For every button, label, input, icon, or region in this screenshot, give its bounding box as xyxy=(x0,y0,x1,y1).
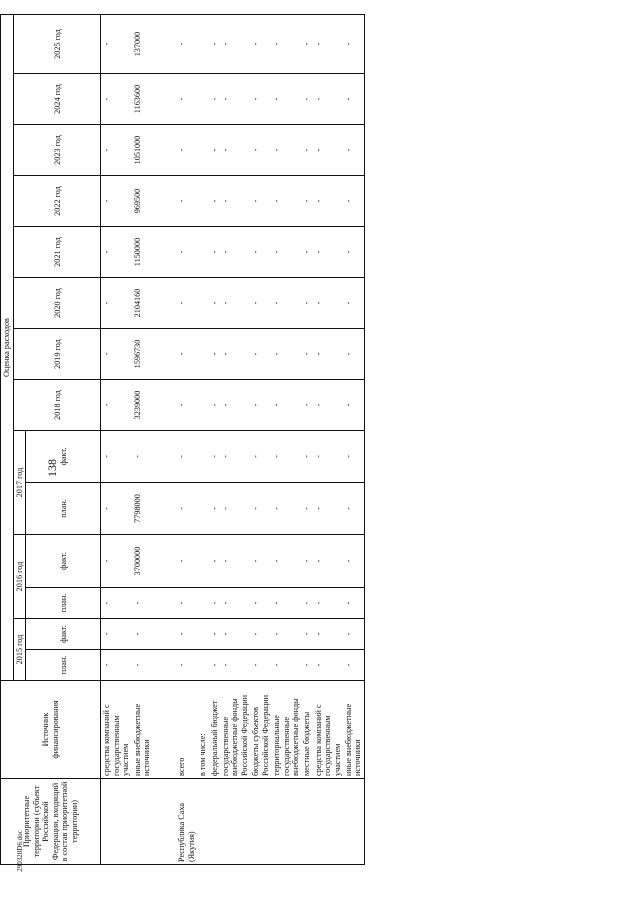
value-cell: - xyxy=(101,176,132,227)
value-cell xyxy=(152,431,176,483)
header-2021: 2021 год xyxy=(14,227,101,278)
value-cell xyxy=(152,176,176,227)
value-cell: - xyxy=(301,278,312,329)
table-row xyxy=(209,15,220,865)
source-cell: иные внебюджетные источники xyxy=(132,681,153,779)
value-cell: 1596730 xyxy=(132,329,153,380)
value-cell xyxy=(152,15,176,74)
source-cell: местные бюджеты xyxy=(301,681,312,779)
value-cell: - xyxy=(250,15,271,74)
value-cell xyxy=(197,431,208,483)
value-cell: - xyxy=(220,227,250,278)
value-cell xyxy=(152,483,176,535)
value-cell: - xyxy=(176,483,197,535)
value-cell xyxy=(152,380,176,431)
value-cell xyxy=(152,125,176,176)
value-cell xyxy=(152,619,176,650)
table-row xyxy=(250,15,271,865)
value-cell: - xyxy=(343,650,364,681)
territory-cell xyxy=(343,779,364,865)
value-cell: - xyxy=(313,619,343,650)
value-cell: - xyxy=(313,278,343,329)
source-cell: федеральный бюджет xyxy=(209,681,220,779)
value-cell: - xyxy=(101,535,132,588)
value-cell: - xyxy=(250,227,271,278)
value-cell: - xyxy=(176,278,197,329)
value-cell: - xyxy=(271,329,301,380)
value-cell: - xyxy=(313,15,343,74)
value-cell: - xyxy=(250,74,271,125)
table-row xyxy=(197,15,208,865)
value-cell: - xyxy=(132,431,153,483)
value-cell xyxy=(197,535,208,588)
value-cell: - xyxy=(176,380,197,431)
value-cell: - xyxy=(301,535,312,588)
value-cell: - xyxy=(209,619,220,650)
header-2015-plan: план. xyxy=(26,650,101,681)
territory-cell xyxy=(271,779,301,865)
value-cell: - xyxy=(301,431,312,483)
value-cell: - xyxy=(220,125,250,176)
table-row xyxy=(343,15,364,865)
value-cell: - xyxy=(250,588,271,619)
value-cell: - xyxy=(101,227,132,278)
value-cell: - xyxy=(271,535,301,588)
expenditure-table xyxy=(0,14,365,865)
value-cell: - xyxy=(209,483,220,535)
value-cell xyxy=(197,619,208,650)
value-cell: - xyxy=(271,619,301,650)
value-cell: - xyxy=(343,329,364,380)
value-cell xyxy=(197,483,208,535)
value-cell: - xyxy=(271,15,301,74)
value-cell: - xyxy=(101,380,132,431)
value-cell: 1150000 xyxy=(132,227,153,278)
territory-cell xyxy=(197,779,208,865)
value-cell: - xyxy=(343,619,364,650)
territory-cell xyxy=(220,779,250,865)
value-cell: - xyxy=(250,431,271,483)
value-cell xyxy=(197,278,208,329)
value-cell: - xyxy=(220,380,250,431)
value-cell: - xyxy=(176,535,197,588)
header-2018: 2018 год xyxy=(14,380,101,431)
table-row xyxy=(132,15,153,865)
value-cell xyxy=(197,74,208,125)
territory-cell xyxy=(209,779,220,865)
value-cell: - xyxy=(132,619,153,650)
value-cell xyxy=(152,278,176,329)
value-cell: - xyxy=(250,278,271,329)
table-row xyxy=(220,15,250,865)
value-cell: - xyxy=(271,278,301,329)
value-cell: - xyxy=(176,176,197,227)
value-cell: - xyxy=(209,535,220,588)
value-cell: - xyxy=(209,431,220,483)
value-cell: - xyxy=(250,380,271,431)
table-row xyxy=(152,15,176,865)
value-cell: - xyxy=(132,588,153,619)
value-cell: - xyxy=(343,380,364,431)
value-cell: - xyxy=(301,650,312,681)
value-cell: - xyxy=(343,483,364,535)
value-cell: - xyxy=(271,380,301,431)
value-cell: - xyxy=(209,588,220,619)
value-cell: - xyxy=(343,535,364,588)
value-cell: - xyxy=(209,380,220,431)
value-cell: - xyxy=(313,650,343,681)
value-cell: - xyxy=(176,588,197,619)
territory-cell xyxy=(152,779,176,865)
value-cell: - xyxy=(301,483,312,535)
value-cell: - xyxy=(209,650,220,681)
territory-cell xyxy=(132,779,153,865)
value-cell: - xyxy=(250,176,271,227)
value-cell: - xyxy=(301,74,312,125)
value-cell: - xyxy=(313,483,343,535)
header-2017-plan: план. xyxy=(26,483,101,535)
table-row xyxy=(101,15,132,865)
header-2024: 2024 год xyxy=(14,74,101,125)
header-2017-fact: факт. xyxy=(26,431,101,483)
value-cell: - xyxy=(250,483,271,535)
value-cell xyxy=(152,227,176,278)
value-cell: - xyxy=(209,329,220,380)
value-cell: - xyxy=(301,227,312,278)
value-cell: - xyxy=(209,278,220,329)
value-cell: 1163600 xyxy=(132,74,153,125)
value-cell: - xyxy=(176,329,197,380)
value-cell: - xyxy=(220,588,250,619)
value-cell xyxy=(152,650,176,681)
value-cell: - xyxy=(220,431,250,483)
value-cell xyxy=(197,329,208,380)
value-cell: - xyxy=(101,588,132,619)
value-cell: - xyxy=(209,74,220,125)
value-cell: - xyxy=(343,176,364,227)
table-row xyxy=(176,15,197,865)
value-cell: - xyxy=(209,176,220,227)
value-cell: - xyxy=(176,15,197,74)
value-cell: - xyxy=(301,329,312,380)
value-cell xyxy=(152,329,176,380)
header-2022: 2022 год xyxy=(14,176,101,227)
value-cell: - xyxy=(301,125,312,176)
value-cell: - xyxy=(220,176,250,227)
value-cell: - xyxy=(271,588,301,619)
value-cell xyxy=(197,588,208,619)
value-cell: - xyxy=(271,125,301,176)
value-cell: - xyxy=(271,176,301,227)
value-cell: - xyxy=(343,588,364,619)
value-cell: - xyxy=(313,431,343,483)
value-cell xyxy=(152,588,176,619)
value-cell: - xyxy=(313,588,343,619)
value-cell: - xyxy=(101,125,132,176)
source-cell xyxy=(152,681,176,779)
value-cell xyxy=(152,535,176,588)
territory-cell xyxy=(250,779,271,865)
value-cell xyxy=(197,176,208,227)
value-cell: - xyxy=(209,125,220,176)
value-cell xyxy=(197,380,208,431)
table-row xyxy=(271,15,301,865)
value-cell: - xyxy=(343,125,364,176)
value-cell: - xyxy=(343,15,364,74)
header-2016-plan: план. xyxy=(26,588,101,619)
header-2016: 2016 год xyxy=(14,535,26,619)
header-2019: 2019 год xyxy=(14,329,101,380)
value-cell: - xyxy=(271,650,301,681)
value-cell: - xyxy=(301,588,312,619)
header-2015: 2015 год xyxy=(14,619,26,681)
value-cell: - xyxy=(250,535,271,588)
value-cell: 137000 xyxy=(132,15,153,74)
source-cell: всего xyxy=(176,681,197,779)
source-cell: государственные внебюджетные фонды Российской Федерации xyxy=(220,681,250,779)
value-cell: - xyxy=(220,278,250,329)
source-cell: территориальные государственные внебюджетные фонды xyxy=(271,681,301,779)
value-cell: - xyxy=(301,619,312,650)
value-cell: - xyxy=(271,227,301,278)
value-cell: - xyxy=(176,74,197,125)
value-cell: 2104160 xyxy=(132,278,153,329)
value-cell: - xyxy=(176,650,197,681)
value-cell: - xyxy=(301,380,312,431)
header-estimate: Оценка расходов xyxy=(1,15,14,681)
header-territory: Приоритетные территории (субъект Российской Федерации, входящий в состав приоритетной территории) xyxy=(1,779,101,865)
value-cell xyxy=(197,650,208,681)
source-cell: бюджеты субъектов Российской Федерации xyxy=(250,681,271,779)
source-cell: средства компаний с государственным участием xyxy=(313,681,343,779)
value-cell: - xyxy=(313,380,343,431)
value-cell: - xyxy=(250,650,271,681)
value-cell: - xyxy=(250,125,271,176)
value-cell: - xyxy=(220,650,250,681)
value-cell: - xyxy=(176,227,197,278)
value-cell: 3239000 xyxy=(132,380,153,431)
value-cell xyxy=(152,74,176,125)
table-row xyxy=(313,15,343,865)
header-2020: 2020 год xyxy=(14,278,101,329)
rotated-table-area xyxy=(0,15,590,865)
value-cell: - xyxy=(250,329,271,380)
header-2017: 2017 год xyxy=(14,431,26,535)
value-cell: - xyxy=(313,176,343,227)
value-cell: - xyxy=(101,278,132,329)
value-cell: - xyxy=(176,125,197,176)
territory-cell: Республика Саха (Якутия) xyxy=(176,779,197,865)
source-cell: средства компаний с государственным участием xyxy=(101,681,132,779)
table-row xyxy=(301,15,312,865)
value-cell: - xyxy=(301,176,312,227)
value-cell: - xyxy=(101,619,132,650)
value-cell: - xyxy=(209,15,220,74)
value-cell: - xyxy=(220,483,250,535)
header-2015-fact: факт. xyxy=(26,619,101,650)
value-cell xyxy=(197,227,208,278)
value-cell: - xyxy=(101,74,132,125)
value-cell: - xyxy=(301,15,312,74)
value-cell: 3700000 xyxy=(132,535,153,588)
value-cell: - xyxy=(313,329,343,380)
value-cell: - xyxy=(132,650,153,681)
territory-cell xyxy=(313,779,343,865)
value-cell: - xyxy=(220,619,250,650)
value-cell: - xyxy=(313,74,343,125)
value-cell: - xyxy=(250,619,271,650)
value-cell: 7798000 xyxy=(132,483,153,535)
value-cell: - xyxy=(271,483,301,535)
value-cell: 1051000 xyxy=(132,125,153,176)
value-cell: - xyxy=(313,125,343,176)
source-cell: иные внебюджетные источники xyxy=(343,681,364,779)
value-cell: - xyxy=(220,15,250,74)
value-cell: - xyxy=(101,483,132,535)
value-cell: - xyxy=(343,74,364,125)
header-2023: 2023 год xyxy=(14,125,101,176)
value-cell: 969500 xyxy=(132,176,153,227)
source-cell: в том числе: xyxy=(197,681,208,779)
territory-cell xyxy=(101,779,132,865)
value-cell: - xyxy=(313,535,343,588)
value-cell: - xyxy=(343,431,364,483)
value-cell: - xyxy=(343,278,364,329)
value-cell: - xyxy=(271,431,301,483)
page-number: 138 xyxy=(45,459,59,477)
document-footer: 290320D6.doc xyxy=(16,830,24,872)
value-cell: - xyxy=(101,329,132,380)
value-cell: - xyxy=(176,431,197,483)
value-cell: - xyxy=(343,227,364,278)
value-cell: - xyxy=(101,650,132,681)
value-cell: - xyxy=(220,535,250,588)
territory-cell xyxy=(301,779,312,865)
value-cell: - xyxy=(101,15,132,74)
value-cell: - xyxy=(176,619,197,650)
header-source: Источник финансирования xyxy=(1,681,101,779)
value-cell: - xyxy=(271,74,301,125)
header-2016-fact: факт. xyxy=(26,535,101,588)
value-cell xyxy=(197,15,208,74)
value-cell: - xyxy=(209,227,220,278)
value-cell: - xyxy=(313,227,343,278)
value-cell: - xyxy=(220,329,250,380)
value-cell: - xyxy=(220,74,250,125)
value-cell: - xyxy=(101,431,132,483)
header-2025: 2025 год xyxy=(14,15,101,74)
value-cell xyxy=(197,125,208,176)
